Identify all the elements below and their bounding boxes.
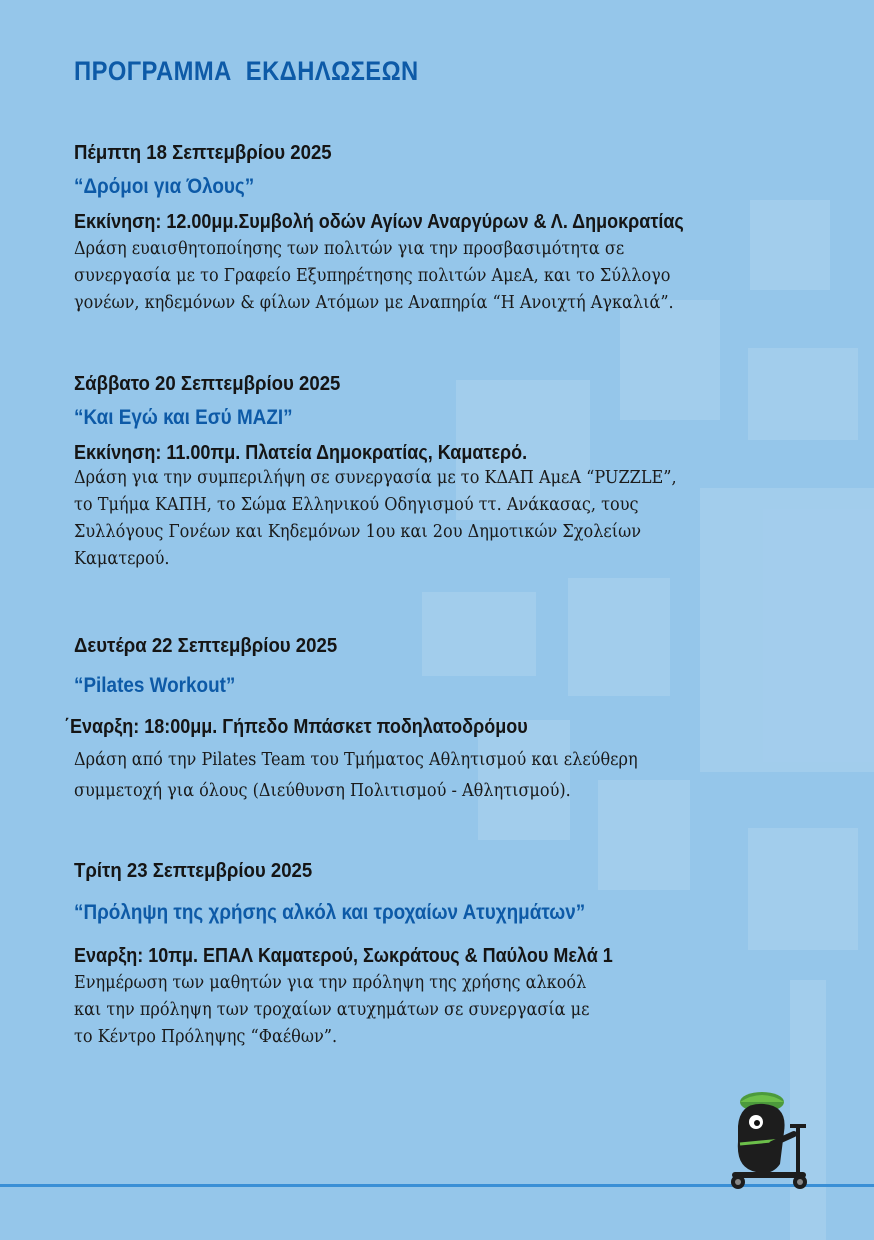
event-start-info: ΄Εναρξη: 18:00μμ. Γήπεδο Μπάσκετ ποδηλατοδρόμου	[64, 716, 528, 738]
description-line: Δράση ευαισθητοποίησης των πολιτών για την προσβασιμότητα σε	[74, 239, 625, 259]
event-start-info: Εναρξη: 10πμ. ΕΠΑΛ Καματερού, Σωκράτους & Παύλου Μελά 1	[74, 945, 613, 967]
event-date: Πέμπτη 18 Σεπτεμβρίου 2025	[74, 142, 332, 164]
event-date: Τρίτη 23 Σεπτεμβρίου 2025	[74, 860, 313, 882]
description-line: Συλλόγους Γονέων και Κηδεμόνων 1ου και 2ου Δημοτικών Σχολείων	[74, 522, 641, 542]
description-line: συμμετοχή για όλους (Διεύθυνση Πολιτισμού - Αθλητισμού).	[74, 781, 571, 801]
description-line: το Κέντρο Πρόληψης “Φαέθων”.	[74, 1027, 338, 1047]
description-line: Ενημέρωση των μαθητών για την πρόληψη της χρήσης αλκοόλ	[74, 973, 587, 993]
event-description	[74, 236, 796, 317]
event-title: “Πρόληψη της χρήσης αλκόλ και τροχαίων Ατυχημάτων”	[74, 901, 586, 924]
mascot-scooter-icon	[722, 1080, 818, 1192]
description-line: γονέων, κηδεμόνων & φίλων Ατόμων με Αναπηρία “Η Ανοιχτή Αγκαλιά”.	[74, 293, 674, 313]
event-description	[74, 745, 796, 807]
description-line: Δράση για την συμπεριλήψη σε συνεργασία με το ΚΔΑΠ ΑμεΑ “PUZZLE”,	[74, 468, 677, 488]
event-date: Σάββατο 20 Σεπτεμβρίου 2025	[74, 373, 341, 395]
event-1	[74, 142, 796, 317]
event-title: “Δρόμοι για Όλους”	[74, 175, 255, 198]
event-date: Δευτέρα 22 Σεπτεμβρίου 2025	[74, 635, 338, 657]
event-start-info: Εκκίνηση: 12.00μμ.Συμβολή οδών Αγίων Αναργύρων & Λ. Δημοκρατίας	[74, 211, 684, 233]
event-3	[64, 635, 796, 807]
description-line: Καματερού.	[74, 549, 170, 569]
page-title: ΠΡΟΓΡΑΜΜΑ ΕΚΔΗΛΩΣΕΩΝ	[74, 56, 419, 86]
event-title: “Pilates Workout”	[74, 674, 236, 697]
event-description	[74, 465, 796, 573]
description-line: Δράση από την Pilates Team του Τμήματος Αθλητισμού και ελεύθερη	[74, 750, 638, 770]
description-line: συνεργασία με το Γραφείο Εξυπηρέτησης πολιτών ΑμεΑ, και το Σύλλογο	[74, 266, 671, 286]
event-start-info: Εκκίνηση: 11.00πμ. Πλατεία Δημοκρατίας, Καματερό.	[74, 442, 528, 464]
event-description	[74, 970, 796, 1051]
event-program	[64, 56, 796, 1047]
event-title: “Και Εγώ και Εσύ ΜΑΖΙ”	[74, 406, 293, 429]
event-2	[74, 373, 796, 573]
event-4	[74, 860, 796, 1051]
description-line: και την πρόληψη των τροχαίων ατυχημάτων σε συνεργασία με	[74, 1000, 590, 1020]
description-line: το Τμήμα ΚΑΠΗ, το Σώμα Ελληνικού Οδηγισμού ττ. Ανάκασας, τους	[74, 495, 639, 515]
